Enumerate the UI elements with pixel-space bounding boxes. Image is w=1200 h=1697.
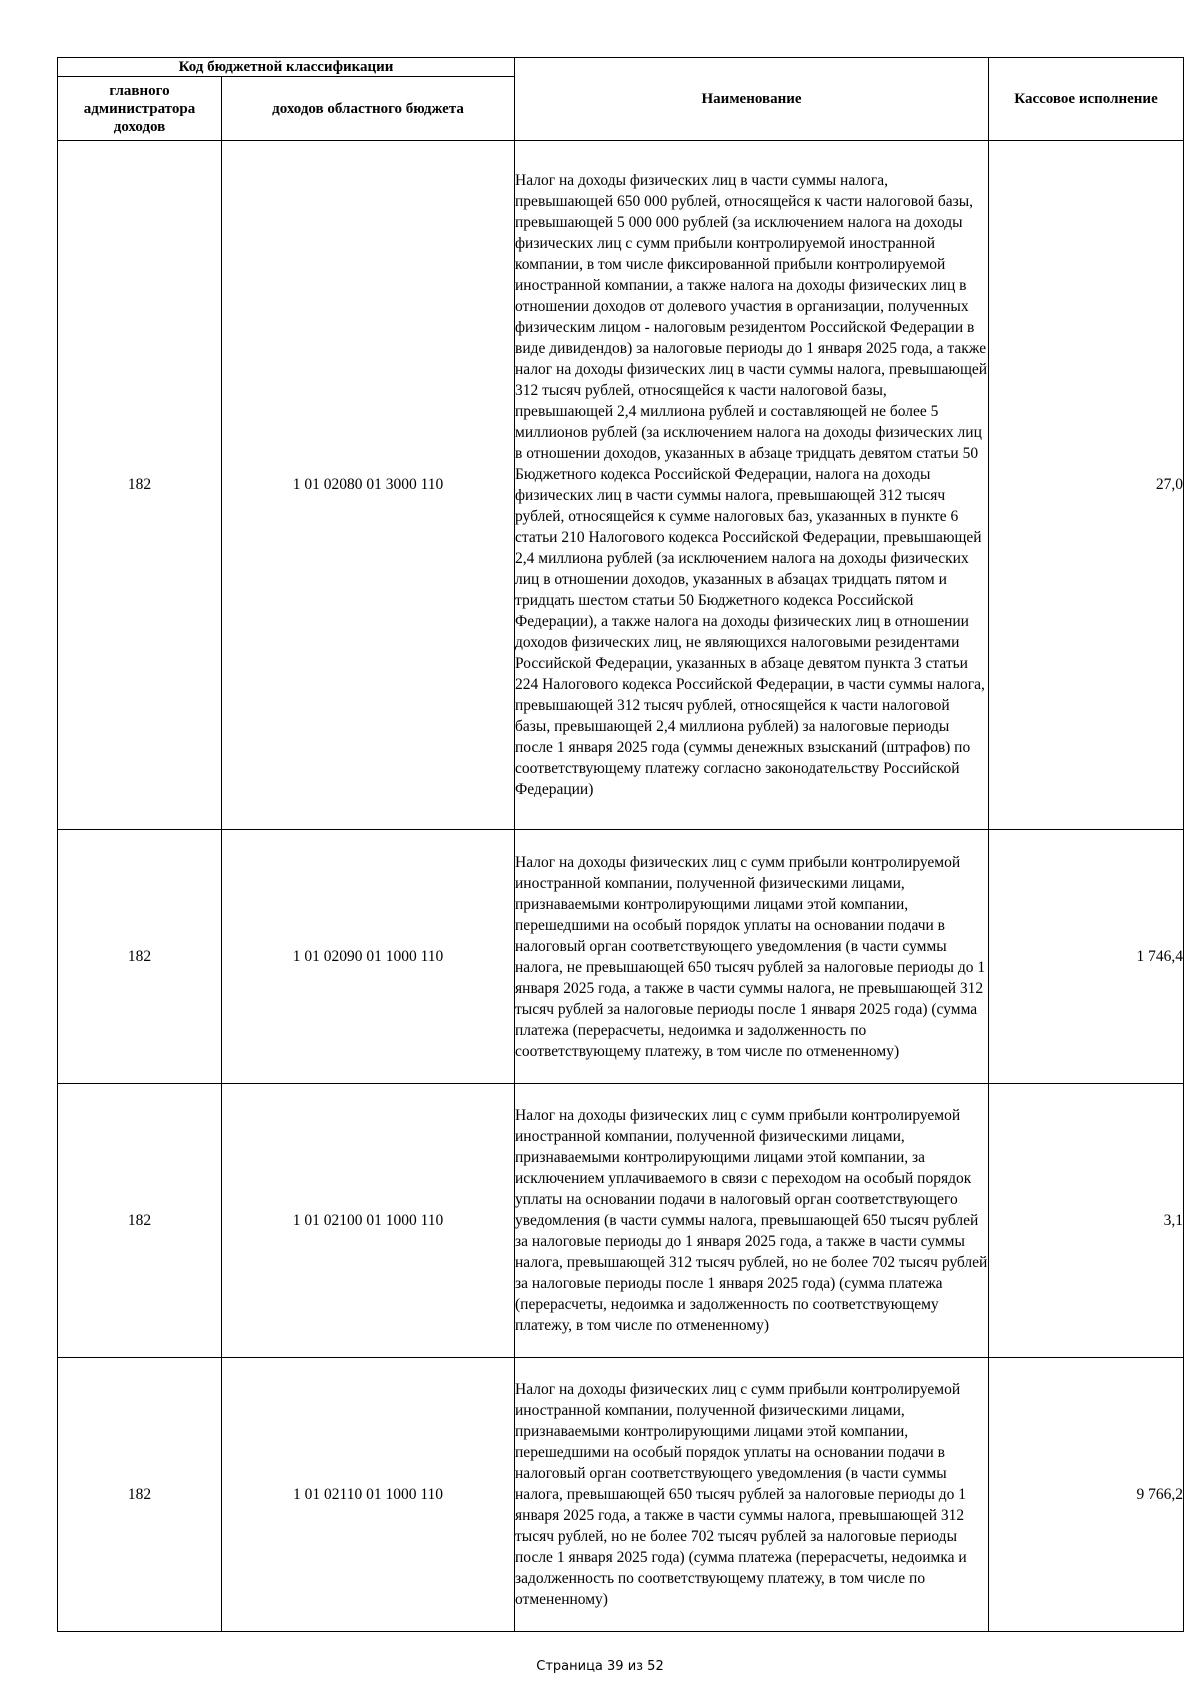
amount-cell: 1 746,4 [989,830,1184,1084]
table-row [58,1084,1184,1358]
header-cash-execution: Кассовое исполнение [989,58,1184,141]
income-code-cell: 1 01 02090 01 1000 110 [222,830,515,1084]
income-code-cell: 1 01 02100 01 1000 110 [222,1084,515,1358]
income-name-cell: Налог на доходы физических лиц с сумм прибыли контролируемой иностранной компании, полученной физическими лицами, признаваемыми контролирующими лицами этой компании, перешедшими на особый порядок уплаты на основании подачи в налоговый орган соответствующего уведомления (в части суммы налога, превышающей 650 тысяч рублей за налоговые периоды до 1 января 2025 года, а также в части суммы налога, превышающей 312 тысяч рублей, но не более 702 тысяч рублей за налоговые периоды после 1 января 2025 года) (сумма платежа (перерасчеты, недоимка и задолженность по соответствующему платежу, в том числе по отмененному) [515,1358,989,1632]
document-page [57,57,1183,1632]
admin-code-cell: 182 [58,1358,222,1632]
header-name: Наименование [515,58,989,141]
income-name-cell: Налог на доходы физических лиц в части суммы налога, превышающей 650 000 рублей, относящейся к части налоговой базы, превышающей 5 000 000 рублей (за исключением налога на доходы физических лиц с сумм прибыли контролируемой иностранной компании, в том числе фиксированной прибыли контролируемой иностранной компании, а также налога на доходы физических лиц в отношении доходов от долевого участия в организации, полученных физическим лицом - налоговым резидентом Российской Федерации в виде дивидендов) за налоговые периоды до 1 января 2025 года, а также налог на доходы физических лиц в части суммы налога, превышающей 312 тысяч рублей, относящейся к части налоговой базы, превышающей 2,4 миллиона рублей и составляющей не более 5 миллионов рублей (за исключением налога на доходы физических лиц в отношении доходов, указанных в абзаце тридцать девятом статьи 50 Бюджетного кодекса Российской Федерации, налога на доходы физических лиц в части суммы налога, превышающей 312 тысяч рублей, относящейся к сумме налоговых баз, указанных в пункте 6 статьи 210 Налогового кодекса Российской Федерации, превышающей 2,4 миллиона рублей (за исключением налога на доходы физических лиц в отношении доходов, указанных в абзацах тридцать пятом и тридцать шестом статьи 50 Бюджетного кодекса Российской Федерации), а также налога на доходы физических лиц в отношении доходов физических лиц, не являющихся налоговыми резидентами Российской Федерации, указанных в абзаце девятом пункта 3 статьи 224 Налогового кодекса Российской Федерации, в части суммы налога, превышающей 312 тысяч рублей, относящейся к части налоговой базы, превышающей 2,4 миллиона рублей) за налоговые периоды после 1 января 2025 года (суммы денежных взысканий (штрафов) по соответствующему платежу согласно законодательству Российской Федерации) [515,141,989,830]
header-regional-budget-income: доходов областного бюджета [222,77,515,141]
page-number: Страница 39 из 52 [536,1659,664,1674]
income-code-cell: 1 01 02110 01 1000 110 [222,1358,515,1632]
income-name-cell: Налог на доходы физических лиц с сумм прибыли контролируемой иностранной компании, полученной физическими лицами, признаваемыми контролирующими лицами этой компании, перешедшими на особый порядок уплаты на основании подачи в налоговый орган соответствующего уведомления (в части суммы налога, не превышающей 650 тысяч рублей за налоговые периоды до 1 января 2025 года, а также в части суммы налога, не превышающей 312 тысяч рублей за налоговые периоды после 1 января 2025 года) (сумма платежа (перерасчеты, недоимка и задолженность по соответствующему платежу, в том числе по отмененному) [515,830,989,1084]
header-chief-administrator: главного администратора доходов [58,77,222,141]
income-code-cell: 1 01 02080 01 3000 110 [222,141,515,830]
table-row [58,830,1184,1084]
admin-code-cell: 182 [58,830,222,1084]
table-row [58,141,1184,830]
header-budget-classification: Код бюджетной классификации [58,58,515,77]
budget-table [57,57,1184,1632]
table-row [58,1358,1184,1632]
header-row-group [58,58,1184,77]
amount-cell: 3,1 [989,1084,1184,1358]
admin-code-cell: 182 [58,1084,222,1358]
income-name-cell: Налог на доходы физических лиц с сумм прибыли контролируемой иностранной компании, полученной физическими лицами, признаваемыми контролирующими лицами этой компании, за исключением уплачиваемого в связи с переходом на особый порядок уплаты на основании подачи в налоговый орган соответствующего уведомления (в части суммы налога, превышающей 650 тысяч рублей за налоговые периоды до 1 января 2025 года, а также в части суммы налога, превышающей 312 тысяч рублей, но не более 702 тысяч рублей за налоговые периоды после 1 января 2025 года) (сумма платежа (перерасчеты, недоимка и задолженность по соответствующему платежу, в том числе по отмененному) [515,1084,989,1358]
amount-cell: 27,0 [989,141,1184,830]
amount-cell: 9 766,2 [989,1358,1184,1632]
admin-code-cell: 182 [58,141,222,830]
